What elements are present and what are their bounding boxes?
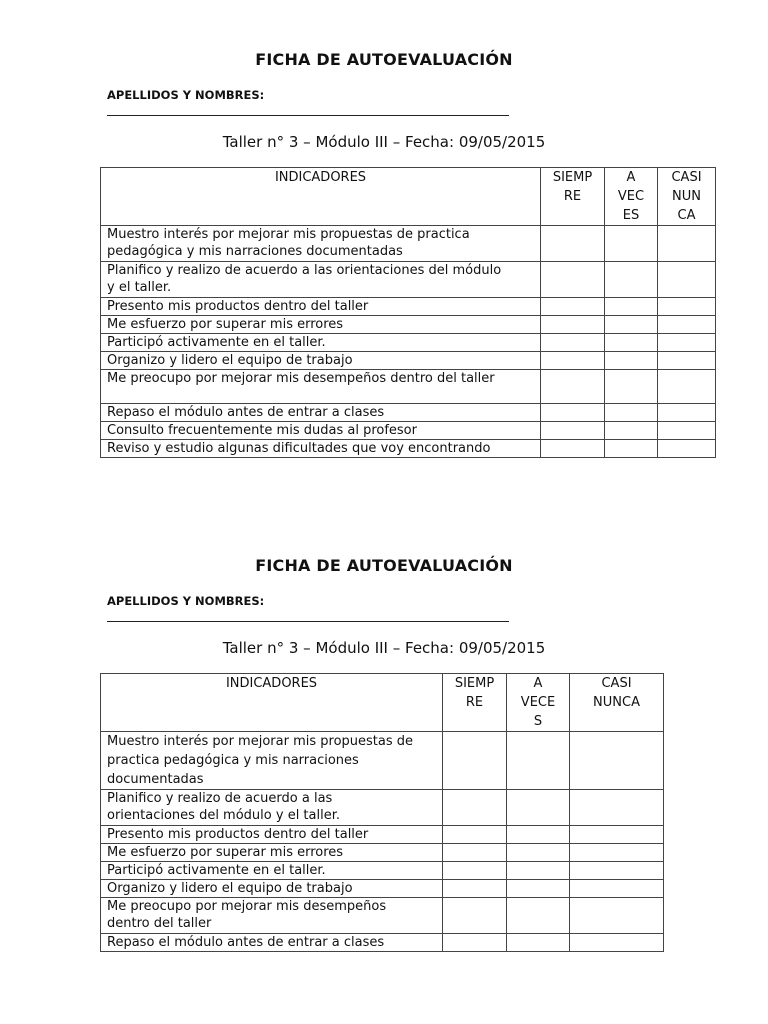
casi-nunca-checkbox-cell[interactable] <box>658 440 716 458</box>
a-veces-checkbox-cell[interactable] <box>507 732 570 790</box>
siempre-checkbox-cell[interactable] <box>443 844 507 862</box>
casi-nunca-checkbox-cell[interactable] <box>658 226 716 262</box>
a-veces-checkbox-cell[interactable] <box>605 298 658 316</box>
siempre-checkbox-cell[interactable] <box>443 898 507 934</box>
names-label: APELLIDOS Y NOMBRES: <box>107 88 265 102</box>
table-row <box>101 826 664 844</box>
evaluation-table <box>100 673 664 952</box>
casi-nunca-checkbox-cell[interactable] <box>658 316 716 334</box>
casi-nunca-checkbox-cell[interactable] <box>658 422 716 440</box>
table-row <box>101 422 716 440</box>
indicator-cell: Presento mis productos dentro del taller <box>101 298 541 316</box>
siempre-checkbox-cell[interactable] <box>443 826 507 844</box>
table-row <box>101 370 716 404</box>
indicator-cell: Me preocupo por mejorar mis desempeños dentro del taller <box>101 370 541 404</box>
a-veces-checkbox-cell[interactable] <box>605 334 658 352</box>
names-line <box>107 621 509 622</box>
header-indicadores: INDICADORES <box>101 674 443 732</box>
a-veces-checkbox-cell[interactable] <box>507 880 570 898</box>
names-label: APELLIDOS Y NOMBRES: <box>107 594 265 608</box>
a-veces-checkbox-cell[interactable] <box>507 790 570 826</box>
siempre-checkbox-cell[interactable] <box>541 262 605 298</box>
casi-nunca-checkbox-cell[interactable] <box>658 298 716 316</box>
a-veces-checkbox-cell[interactable] <box>507 934 570 952</box>
indicator-cell: Repaso el módulo antes de entrar a clases <box>101 404 541 422</box>
a-veces-checkbox-cell[interactable] <box>605 262 658 298</box>
indicator-cell: Presento mis productos dentro del taller <box>101 826 443 844</box>
casi-nunca-checkbox-cell[interactable] <box>570 862 664 880</box>
casi-nunca-checkbox-cell[interactable] <box>658 404 716 422</box>
workshop-subtitle: Taller n° 3 – Módulo III – Fecha: 09/05/2015 <box>222 133 546 151</box>
table-row <box>101 404 716 422</box>
casi-nunca-checkbox-cell[interactable] <box>570 898 664 934</box>
indicator-cell: Me esfuerzo por superar mis errores <box>101 844 443 862</box>
siempre-checkbox-cell[interactable] <box>443 880 507 898</box>
a-veces-checkbox-cell[interactable] <box>507 898 570 934</box>
table-row <box>101 298 716 316</box>
header-a-veces: A VEC ES <box>605 168 658 226</box>
casi-nunca-checkbox-cell[interactable] <box>570 790 664 826</box>
a-veces-checkbox-cell[interactable] <box>605 316 658 334</box>
a-veces-checkbox-cell[interactable] <box>605 370 658 404</box>
table-row <box>101 844 664 862</box>
casi-nunca-checkbox-cell[interactable] <box>570 844 664 862</box>
table-row <box>101 316 716 334</box>
names-line <box>107 115 509 116</box>
workshop-subtitle: Taller n° 3 – Módulo III – Fecha: 09/05/2015 <box>222 639 546 657</box>
table-row <box>101 880 664 898</box>
siempre-checkbox-cell[interactable] <box>443 862 507 880</box>
indicator-cell: Organizo y lidero el equipo de trabajo <box>101 352 541 370</box>
indicator-cell: Participó activamente en el taller. <box>101 862 443 880</box>
siempre-checkbox-cell[interactable] <box>541 440 605 458</box>
indicator-cell: Reviso y estudio algunas dificultades que voy encontrando <box>101 440 541 458</box>
table-row <box>101 352 716 370</box>
header-siempre: SIEMP RE <box>443 674 507 732</box>
a-veces-checkbox-cell[interactable] <box>605 226 658 262</box>
indicator-cell: Organizo y lidero el equipo de trabajo <box>101 880 443 898</box>
siempre-checkbox-cell[interactable] <box>541 404 605 422</box>
a-veces-checkbox-cell[interactable] <box>605 422 658 440</box>
siempre-checkbox-cell[interactable] <box>541 298 605 316</box>
table-row <box>101 226 716 262</box>
siempre-checkbox-cell[interactable] <box>541 334 605 352</box>
siempre-checkbox-cell[interactable] <box>443 790 507 826</box>
table-row <box>101 898 664 934</box>
a-veces-checkbox-cell[interactable] <box>507 826 570 844</box>
header-siempre: SIEMP RE <box>541 168 605 226</box>
a-veces-checkbox-cell[interactable] <box>605 404 658 422</box>
table-row <box>101 262 716 298</box>
indicator-cell: Planifico y realizo de acuerdo a las orientaciones del módulo y el taller. <box>101 790 443 826</box>
table-header-row <box>101 674 664 732</box>
siempre-checkbox-cell[interactable] <box>541 226 605 262</box>
casi-nunca-checkbox-cell[interactable] <box>658 334 716 352</box>
casi-nunca-checkbox-cell[interactable] <box>570 934 664 952</box>
siempre-checkbox-cell[interactable] <box>443 732 507 790</box>
indicator-cell: Me preocupo por mejorar mis desempeños dentro del taller <box>101 898 443 934</box>
siempre-checkbox-cell[interactable] <box>541 370 605 404</box>
indicator-cell: Muestro interés por mejorar mis propuestas de practica pedagógica y mis narraciones documentadas <box>101 732 443 790</box>
siempre-checkbox-cell[interactable] <box>541 316 605 334</box>
header-casi-nunca: CASI NUN CA <box>658 168 716 226</box>
casi-nunca-checkbox-cell[interactable] <box>570 826 664 844</box>
casi-nunca-checkbox-cell[interactable] <box>658 262 716 298</box>
casi-nunca-checkbox-cell[interactable] <box>658 370 716 404</box>
indicator-cell: Participó activamente en el taller. <box>101 334 541 352</box>
casi-nunca-checkbox-cell[interactable] <box>570 732 664 790</box>
form-title: FICHA DE AUTOEVALUACIÓN <box>255 556 513 575</box>
evaluation-table <box>100 167 716 458</box>
header-indicadores: INDICADORES <box>101 168 541 226</box>
header-a-veces: A VECE S <box>507 674 570 732</box>
indicator-cell: Muestro interés por mejorar mis propuestas de practica pedagógica y mis narraciones documentadas <box>101 226 541 262</box>
indicator-cell: Repaso el módulo antes de entrar a clases <box>101 934 443 952</box>
casi-nunca-checkbox-cell[interactable] <box>570 880 664 898</box>
siempre-checkbox-cell[interactable] <box>443 934 507 952</box>
table-row <box>101 862 664 880</box>
form-title: FICHA DE AUTOEVALUACIÓN <box>255 50 513 69</box>
a-veces-checkbox-cell[interactable] <box>605 440 658 458</box>
header-casi-nunca: CASI NUNCA <box>570 674 664 732</box>
casi-nunca-checkbox-cell[interactable] <box>658 352 716 370</box>
table-row <box>101 732 664 790</box>
table-row <box>101 790 664 826</box>
a-veces-checkbox-cell[interactable] <box>507 862 570 880</box>
a-veces-checkbox-cell[interactable] <box>507 844 570 862</box>
indicator-cell: Consulto frecuentemente mis dudas al profesor <box>101 422 541 440</box>
siempre-checkbox-cell[interactable] <box>541 422 605 440</box>
indicator-cell: Me esfuerzo por superar mis errores <box>101 316 541 334</box>
table-row <box>101 440 716 458</box>
siempre-checkbox-cell[interactable] <box>541 352 605 370</box>
table-row <box>101 934 664 952</box>
a-veces-checkbox-cell[interactable] <box>605 352 658 370</box>
indicator-cell: Planifico y realizo de acuerdo a las orientaciones del módulo y el taller. <box>101 262 541 298</box>
table-header-row <box>101 168 716 226</box>
table-row <box>101 334 716 352</box>
